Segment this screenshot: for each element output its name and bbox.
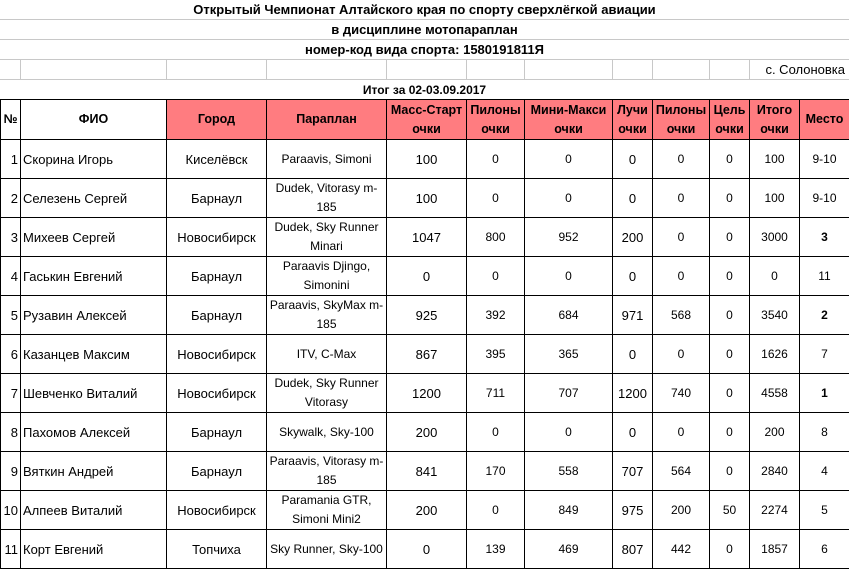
gridline [749, 60, 750, 79]
cell-total: 1626 [750, 335, 800, 374]
cell-place: 9-10 [800, 179, 849, 218]
header-row [1, 100, 849, 140]
cell-mass-start: 0 [387, 257, 467, 296]
cell-mass-start: 867 [387, 335, 467, 374]
cell-mass-start: 925 [387, 296, 467, 335]
cell-glider: ITV, C-Max [267, 335, 387, 374]
cell-mass-start: 0 [387, 530, 467, 569]
cell-pylons-1: 395 [467, 335, 525, 374]
gridline [386, 60, 387, 79]
cell-glider: Paraavis, Vitorasy m-185 [267, 452, 387, 491]
cell-glider: Dudek, Vitorasy m-185 [267, 179, 387, 218]
cell-city: Барнаул [167, 257, 267, 296]
cell-city: Топчиха [167, 530, 267, 569]
cell-target: 0 [710, 179, 750, 218]
cell-fio: Рузавин Алексей [21, 296, 167, 335]
col-header-num: № [1, 100, 21, 140]
cell-target: 0 [710, 452, 750, 491]
cell-mini-maxi: 558 [525, 452, 613, 491]
header-label: Итого [756, 102, 793, 117]
cell-pylons-2: 0 [653, 140, 710, 179]
cell-mini-maxi: 0 [525, 179, 613, 218]
cell-total: 0 [750, 257, 800, 296]
cell-place: 8 [800, 413, 849, 452]
cell-glider: Paraavis Djingo, Simonini [267, 257, 387, 296]
table-row [1, 374, 849, 413]
cell-rays: 0 [613, 413, 653, 452]
header-unit: очки [554, 121, 583, 136]
cell-fio: Казанцев Максим [21, 335, 167, 374]
cell-target: 0 [710, 335, 750, 374]
cell-pylons-1: 0 [467, 179, 525, 218]
table-row [1, 140, 849, 179]
cell-num: 9 [1, 452, 21, 491]
cell-target: 0 [710, 530, 750, 569]
cell-fio: Гаськин Евгений [21, 257, 167, 296]
cell-glider: Paraavis, SkyMax m-185 [267, 296, 387, 335]
header-label: Лучи [617, 102, 648, 117]
cell-rays: 975 [613, 491, 653, 530]
cell-target: 0 [710, 413, 750, 452]
cell-pylons-1: 0 [467, 257, 525, 296]
cell-total: 1857 [750, 530, 800, 569]
cell-total: 3540 [750, 296, 800, 335]
cell-num: 5 [1, 296, 21, 335]
cell-total: 4558 [750, 374, 800, 413]
header-unit: очки [715, 121, 744, 136]
cell-place: 3 [800, 218, 849, 257]
cell-mini-maxi: 469 [525, 530, 613, 569]
cell-fio: Алпеев Виталий [21, 491, 167, 530]
cell-mini-maxi: 0 [525, 413, 613, 452]
table-row [1, 491, 849, 530]
cell-rays: 807 [613, 530, 653, 569]
cell-mass-start: 200 [387, 491, 467, 530]
cell-num: 6 [1, 335, 21, 374]
cell-num: 2 [1, 179, 21, 218]
header-label: Цель [713, 102, 746, 117]
cell-num: 8 [1, 413, 21, 452]
cell-glider: Skywalk, Sky-100 [267, 413, 387, 452]
cell-place: 7 [800, 335, 849, 374]
cell-fio: Шевченко Виталий [21, 374, 167, 413]
cell-target: 0 [710, 257, 750, 296]
cell-mini-maxi: 365 [525, 335, 613, 374]
header-unit: очки [760, 121, 789, 136]
gridline [709, 60, 710, 79]
cell-city: Новосибирск [167, 374, 267, 413]
cell-fio: Вяткин Андрей [21, 452, 167, 491]
cell-fio: Скорина Игорь [21, 140, 167, 179]
cell-place: 4 [800, 452, 849, 491]
cell-pylons-2: 0 [653, 257, 710, 296]
table-row [1, 335, 849, 374]
cell-rays: 1200 [613, 374, 653, 413]
gridline [524, 60, 525, 79]
results-table [0, 99, 849, 569]
sport-code: номер-код вида спорта: 1580191811Я [0, 40, 849, 60]
cell-mini-maxi: 849 [525, 491, 613, 530]
cell-place: 11 [800, 257, 849, 296]
cell-total: 100 [750, 179, 800, 218]
cell-glider: Paramania GTR, Simoni Mini2 [267, 491, 387, 530]
cell-rays: 971 [613, 296, 653, 335]
cell-rays: 0 [613, 179, 653, 218]
gridline [652, 60, 653, 79]
col-header-pylons-2 [653, 100, 710, 140]
cell-pylons-1: 170 [467, 452, 525, 491]
cell-place: 1 [800, 374, 849, 413]
header-unit: очки [666, 121, 696, 136]
cell-mass-start: 100 [387, 140, 467, 179]
table-row [1, 413, 849, 452]
cell-pylons-1: 139 [467, 530, 525, 569]
cell-mini-maxi: 707 [525, 374, 613, 413]
cell-pylons-2: 0 [653, 218, 710, 257]
cell-rays: 0 [613, 257, 653, 296]
cell-glider: Dudek, Sky Runner Minari [267, 218, 387, 257]
col-header-glider: Параплан [267, 100, 387, 140]
summary-date: Итог за 02-03.09.2017 [362, 83, 487, 97]
gridline [166, 60, 167, 79]
cell-pylons-2: 0 [653, 179, 710, 218]
table-row [1, 530, 849, 569]
gridline [20, 60, 21, 79]
cell-target: 50 [710, 491, 750, 530]
cell-mass-start: 100 [387, 179, 467, 218]
cell-fio: Михеев Сергей [21, 218, 167, 257]
cell-city: Барнаул [167, 413, 267, 452]
cell-pylons-2: 0 [653, 413, 710, 452]
cell-mass-start: 841 [387, 452, 467, 491]
table-row [1, 179, 849, 218]
header-label: Пилоны [470, 102, 521, 117]
cell-place: 6 [800, 530, 849, 569]
cell-pylons-1: 0 [467, 413, 525, 452]
cell-city: Барнаул [167, 296, 267, 335]
col-header-place: Место [800, 100, 849, 140]
cell-city: Новосибирск [167, 491, 267, 530]
gridline [466, 60, 467, 79]
col-header-rays [613, 100, 653, 140]
cell-target: 0 [710, 296, 750, 335]
header-label: Мини-Макси [530, 102, 607, 117]
location-label: с. Солоновка [765, 62, 845, 77]
cell-pylons-2: 568 [653, 296, 710, 335]
cell-place: 5 [800, 491, 849, 530]
cell-city: Киселёвск [167, 140, 267, 179]
cell-num: 4 [1, 257, 21, 296]
gridline [612, 60, 613, 79]
cell-mass-start: 1200 [387, 374, 467, 413]
cell-target: 0 [710, 140, 750, 179]
table-row [1, 452, 849, 491]
cell-fio: Корт Евгений [21, 530, 167, 569]
cell-pylons-2: 442 [653, 530, 710, 569]
col-header-city: Город [167, 100, 267, 140]
header-unit: очки [481, 121, 510, 136]
cell-place: 2 [800, 296, 849, 335]
cell-city: Барнаул [167, 179, 267, 218]
cell-pylons-1: 0 [467, 491, 525, 530]
col-header-total [750, 100, 800, 140]
cell-num: 10 [1, 491, 21, 530]
cell-rays: 707 [613, 452, 653, 491]
cell-rays: 0 [613, 140, 653, 179]
cell-total: 2840 [750, 452, 800, 491]
col-header-target [710, 100, 750, 140]
cell-num: 7 [1, 374, 21, 413]
col-header-mini-maxi [525, 100, 613, 140]
cell-target: 0 [710, 374, 750, 413]
cell-pylons-1: 392 [467, 296, 525, 335]
cell-glider: Paraavis, Simoni [267, 140, 387, 179]
gridline [266, 60, 267, 79]
cell-rays: 200 [613, 218, 653, 257]
cell-total: 200 [750, 413, 800, 452]
header-label: Пилоны [655, 102, 707, 117]
cell-mass-start: 200 [387, 413, 467, 452]
table-row [1, 296, 849, 335]
cell-glider: Dudek, Sky Runner Vitorasy [267, 374, 387, 413]
cell-city: Новосибирск [167, 335, 267, 374]
cell-mini-maxi: 952 [525, 218, 613, 257]
cell-pylons-2: 200 [653, 491, 710, 530]
cell-fio: Селезень Сергей [21, 179, 167, 218]
location-row [0, 60, 849, 80]
cell-pylons-1: 0 [467, 140, 525, 179]
cell-fio: Пахомов Алексей [21, 413, 167, 452]
discipline-subtitle: в дисциплине мотопараплан [0, 20, 849, 40]
header-label: Масс-Старт [390, 102, 463, 117]
cell-pylons-2: 564 [653, 452, 710, 491]
cell-glider: Sky Runner, Sky-100 [267, 530, 387, 569]
col-header-fio: ФИО [21, 100, 167, 140]
cell-place: 9-10 [800, 140, 849, 179]
cell-mini-maxi: 684 [525, 296, 613, 335]
header-unit: очки [412, 121, 441, 136]
cell-num: 11 [1, 530, 21, 569]
table-row [1, 257, 849, 296]
cell-num: 3 [1, 218, 21, 257]
table-row [1, 218, 849, 257]
cell-pylons-1: 711 [467, 374, 525, 413]
col-header-mass-start [387, 100, 467, 140]
cell-num: 1 [1, 140, 21, 179]
document-title: Открытый Чемпионат Алтайского края по спорту сверхлёгкой авиации [0, 0, 849, 20]
cell-mini-maxi: 0 [525, 140, 613, 179]
cell-mini-maxi: 0 [525, 257, 613, 296]
cell-total: 3000 [750, 218, 800, 257]
cell-target: 0 [710, 218, 750, 257]
cell-total: 2274 [750, 491, 800, 530]
col-header-pylons-1 [467, 100, 525, 140]
cell-rays: 0 [613, 335, 653, 374]
header-unit: очки [618, 121, 647, 136]
cell-city: Барнаул [167, 452, 267, 491]
cell-city: Новосибирск [167, 218, 267, 257]
cell-pylons-1: 800 [467, 218, 525, 257]
cell-pylons-2: 740 [653, 374, 710, 413]
cell-mass-start: 1047 [387, 218, 467, 257]
cell-total: 100 [750, 140, 800, 179]
cell-pylons-2: 0 [653, 335, 710, 374]
